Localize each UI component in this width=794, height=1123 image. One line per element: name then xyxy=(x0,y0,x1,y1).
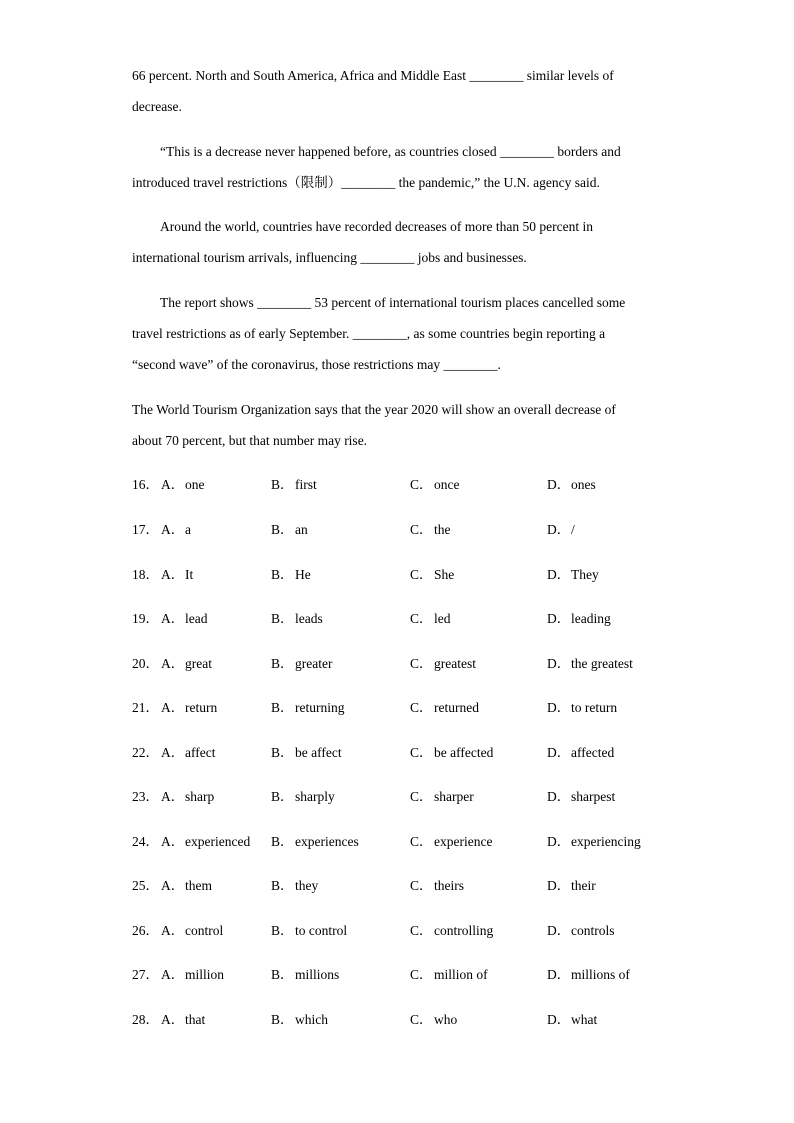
option-letter: A． xyxy=(161,923,185,938)
option-text: millions of xyxy=(571,967,630,982)
option-b[interactable] xyxy=(271,876,318,896)
question-row-16 xyxy=(132,475,692,495)
option-a[interactable] xyxy=(161,1010,205,1030)
option-c[interactable] xyxy=(410,698,479,718)
question-row-23 xyxy=(132,787,692,807)
passage-paragraph-5: The World Tourism Organization says that the year 2020 will show an overall decrease of about 70 percent, but that number may rise. xyxy=(132,402,616,448)
option-a[interactable] xyxy=(161,654,212,674)
option-letter: A． xyxy=(161,834,185,849)
option-a[interactable] xyxy=(161,965,224,985)
option-text: experiences xyxy=(295,834,359,849)
question-number: 28． xyxy=(132,1012,159,1027)
option-text: them xyxy=(185,878,212,893)
option-letter: A． xyxy=(161,477,185,492)
option-letter: C． xyxy=(410,834,433,849)
option-letter: A． xyxy=(161,878,185,893)
option-text: greatest xyxy=(434,656,476,671)
option-d[interactable] xyxy=(547,787,615,807)
option-text: leading xyxy=(571,611,611,626)
option-b[interactable] xyxy=(271,832,359,852)
question-row-20 xyxy=(132,654,692,674)
passage-paragraph-3: Around the world, countries have recorded decreases of more than 50 percent in international tourism arrivals, influencing ________ jobs and businesses. xyxy=(132,219,593,265)
question-row-19 xyxy=(132,609,692,629)
option-b[interactable] xyxy=(271,921,347,941)
option-d[interactable] xyxy=(547,832,641,852)
option-d[interactable] xyxy=(547,654,633,674)
option-letter: A． xyxy=(161,967,185,982)
option-text: controls xyxy=(571,923,615,938)
question-row-26 xyxy=(132,921,692,941)
option-b[interactable] xyxy=(271,609,323,629)
option-b[interactable] xyxy=(271,965,339,985)
question-number: 27． xyxy=(132,967,159,982)
option-c[interactable] xyxy=(410,520,451,540)
option-text: control xyxy=(185,923,224,938)
option-letter: D． xyxy=(547,1012,571,1027)
option-text: sharply xyxy=(295,789,335,804)
option-d[interactable] xyxy=(547,1010,597,1030)
option-c[interactable] xyxy=(410,921,493,941)
option-letter: B． xyxy=(271,656,294,671)
option-text: ones xyxy=(571,477,596,492)
option-c[interactable] xyxy=(410,1010,457,1030)
option-c[interactable] xyxy=(410,965,488,985)
option-text: return xyxy=(185,700,218,715)
option-text: sharpest xyxy=(571,789,616,804)
option-letter: B． xyxy=(271,700,294,715)
option-text: She xyxy=(434,567,455,582)
option-d[interactable] xyxy=(547,609,611,629)
option-b[interactable] xyxy=(271,698,345,718)
option-letter: D． xyxy=(547,700,571,715)
option-text: the greatest xyxy=(571,656,633,671)
option-letter: C． xyxy=(410,522,433,537)
question-number: 18． xyxy=(132,567,159,582)
option-letter: C． xyxy=(410,967,433,982)
option-letter: D． xyxy=(547,967,571,982)
option-text: million of xyxy=(434,967,488,982)
question-row-27 xyxy=(132,965,692,985)
option-letter: B． xyxy=(271,477,294,492)
option-c[interactable] xyxy=(410,743,493,763)
option-letter: C． xyxy=(410,745,433,760)
option-a[interactable] xyxy=(161,698,217,718)
question-number: 26． xyxy=(132,923,159,938)
option-text: which xyxy=(295,1012,328,1027)
question-row-25 xyxy=(132,876,692,896)
option-text: experiencing xyxy=(571,834,641,849)
option-text: affected xyxy=(571,745,615,760)
option-a[interactable] xyxy=(161,565,193,585)
option-text: that xyxy=(185,1012,206,1027)
option-letter: C． xyxy=(410,1012,433,1027)
passage-paragraph-2: “This is a decrease never happened before, as countries closed ________ borders and introduced travel restrictions（限制）________ the pandemic,” the U.N. agency said. xyxy=(132,144,621,190)
option-letter: B． xyxy=(271,745,294,760)
question-number: 21． xyxy=(132,700,159,715)
option-text: be affect xyxy=(295,745,342,760)
option-letter: B． xyxy=(271,789,294,804)
question-row-28 xyxy=(132,1010,692,1030)
option-letter: C． xyxy=(410,477,433,492)
option-letter: A． xyxy=(161,1012,185,1027)
option-text: theirs xyxy=(434,878,464,893)
option-text: returned xyxy=(434,700,479,715)
option-text: once xyxy=(434,477,460,492)
option-text: who xyxy=(434,1012,458,1027)
option-text: They xyxy=(571,567,599,582)
option-b[interactable] xyxy=(271,565,311,585)
option-a[interactable] xyxy=(161,921,223,941)
option-a[interactable] xyxy=(161,832,250,852)
question-number: 19． xyxy=(132,611,159,626)
option-letter: D． xyxy=(547,656,571,671)
question-number: 22． xyxy=(132,745,159,760)
option-text: affect xyxy=(185,745,216,760)
question-number: 23． xyxy=(132,789,159,804)
option-text: to control xyxy=(295,923,348,938)
option-letter: B． xyxy=(271,1012,294,1027)
question-row-22 xyxy=(132,743,692,763)
option-letter: D． xyxy=(547,522,571,537)
question-row-17 xyxy=(132,520,692,540)
option-letter: A． xyxy=(161,745,185,760)
option-b[interactable] xyxy=(271,654,332,674)
option-letter: A． xyxy=(161,789,185,804)
option-letter: A． xyxy=(161,700,185,715)
option-a[interactable] xyxy=(161,876,212,896)
option-b[interactable] xyxy=(271,1010,328,1030)
option-text: they xyxy=(295,878,319,893)
option-a[interactable] xyxy=(161,787,214,807)
option-letter: C． xyxy=(410,700,433,715)
option-letter: D． xyxy=(547,789,571,804)
option-letter: C． xyxy=(410,878,433,893)
question-number: 24． xyxy=(132,834,159,849)
option-a[interactable] xyxy=(161,520,191,540)
option-text: an xyxy=(295,522,308,537)
option-text: experience xyxy=(434,834,493,849)
option-a[interactable] xyxy=(161,475,205,495)
option-c[interactable] xyxy=(410,832,492,852)
option-text: returning xyxy=(295,700,345,715)
option-letter: D． xyxy=(547,878,571,893)
option-text: great xyxy=(185,656,212,671)
option-letter: C． xyxy=(410,567,433,582)
option-letter: A． xyxy=(161,567,185,582)
option-letter: B． xyxy=(271,878,294,893)
option-letter: B． xyxy=(271,611,294,626)
option-d[interactable] xyxy=(547,520,575,540)
option-letter: A． xyxy=(161,522,185,537)
option-letter: C． xyxy=(410,789,433,804)
option-text: / xyxy=(571,522,575,537)
passage-paragraph-4: The report shows ________ 53 percent of international tourism places cancelled some travel restrictions as of early September. ________, as some countries begin reporting a “second wave” of the coronavirus, those restrictions may ________. xyxy=(132,295,626,372)
option-text: one xyxy=(185,477,205,492)
option-text: to return xyxy=(571,700,618,715)
option-text: lead xyxy=(185,611,208,626)
option-text: a xyxy=(185,522,191,537)
option-d[interactable] xyxy=(547,876,596,896)
option-text: greater xyxy=(295,656,333,671)
option-d[interactable] xyxy=(547,565,599,585)
option-text: leads xyxy=(295,611,323,626)
option-letter: B． xyxy=(271,967,294,982)
option-b[interactable] xyxy=(271,475,317,495)
option-letter: B． xyxy=(271,923,294,938)
option-c[interactable] xyxy=(410,565,454,585)
option-letter: B． xyxy=(271,567,294,582)
option-text: sharper xyxy=(434,789,474,804)
option-letter: D． xyxy=(547,745,571,760)
option-letter: A． xyxy=(161,611,185,626)
option-text: millions xyxy=(295,967,340,982)
option-letter: D． xyxy=(547,923,571,938)
option-text: the xyxy=(434,522,451,537)
option-letter: D． xyxy=(547,834,571,849)
option-letter: C． xyxy=(410,656,433,671)
option-d[interactable] xyxy=(547,743,614,763)
passage-paragraph-1: 66 percent. North and South America, Africa and Middle East ________ similar levels of decrease. xyxy=(132,68,614,114)
option-c[interactable] xyxy=(410,787,474,807)
option-d[interactable] xyxy=(547,475,596,495)
option-letter: C． xyxy=(410,923,433,938)
option-b[interactable] xyxy=(271,520,308,540)
question-row-24 xyxy=(132,832,692,852)
option-b[interactable] xyxy=(271,743,342,763)
option-letter: D． xyxy=(547,611,571,626)
option-text: first xyxy=(295,477,317,492)
option-letter: D． xyxy=(547,477,571,492)
question-row-21 xyxy=(132,698,692,718)
option-c[interactable] xyxy=(410,609,451,629)
option-letter: B． xyxy=(271,522,294,537)
option-c[interactable] xyxy=(410,475,459,495)
option-text: be affected xyxy=(434,745,494,760)
question-row-18 xyxy=(132,565,692,585)
option-text: sharp xyxy=(185,789,215,804)
question-number: 20． xyxy=(132,656,159,671)
option-letter: B． xyxy=(271,834,294,849)
option-b[interactable] xyxy=(271,787,335,807)
option-c[interactable] xyxy=(410,876,464,896)
question-number: 17． xyxy=(132,522,159,537)
question-number: 25． xyxy=(132,878,159,893)
question-number: 16． xyxy=(132,477,159,492)
option-text: experienced xyxy=(185,834,251,849)
option-d[interactable] xyxy=(547,965,630,985)
option-c[interactable] xyxy=(410,654,476,674)
option-text: their xyxy=(571,878,596,893)
option-a[interactable] xyxy=(161,609,208,629)
option-text: It xyxy=(185,567,194,582)
option-text: He xyxy=(295,567,311,582)
option-letter: D． xyxy=(547,567,571,582)
option-d[interactable] xyxy=(547,921,615,941)
option-d[interactable] xyxy=(547,698,617,718)
option-letter: C． xyxy=(410,611,433,626)
option-text: million xyxy=(185,967,225,982)
option-a[interactable] xyxy=(161,743,215,763)
option-text: controlling xyxy=(434,923,494,938)
option-text: what xyxy=(571,1012,598,1027)
option-letter: A． xyxy=(161,656,185,671)
option-text: led xyxy=(434,611,451,626)
